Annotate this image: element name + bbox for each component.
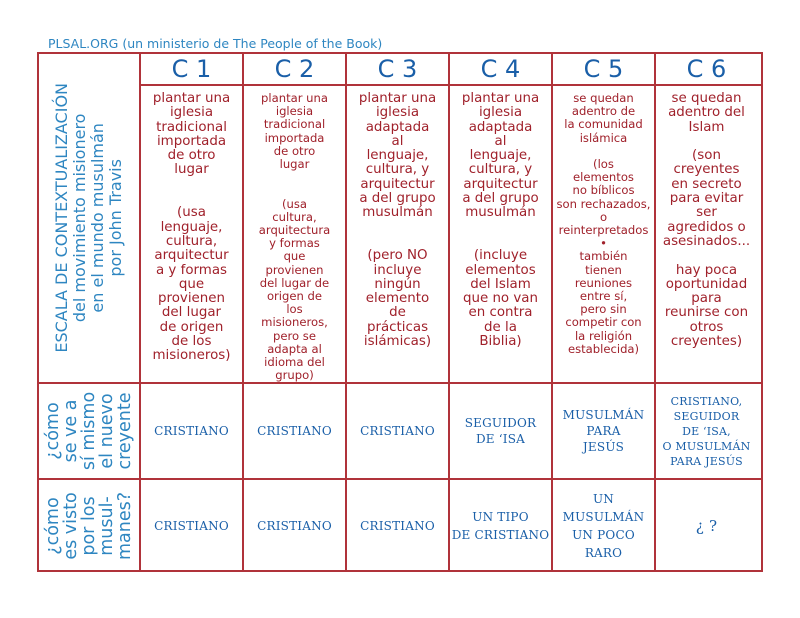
text-line: (usa — [177, 205, 206, 221]
text-line: adapta al — [267, 341, 322, 356]
self-view-answer — [244, 384, 345, 478]
text-line: o — [599, 209, 608, 224]
text-line: ser — [696, 205, 717, 221]
column-description — [553, 86, 654, 382]
text-line: provienen — [265, 262, 324, 277]
text-line: de los — [171, 334, 212, 350]
text-line — [453, 235, 548, 249]
muslim-view-answer — [553, 480, 654, 572]
self-view-answer — [450, 384, 551, 478]
text-line: importada — [264, 130, 325, 145]
muslim-view-answer — [141, 480, 242, 572]
text-line: lenguaje, — [469, 148, 532, 164]
text-line: ¿ ? — [695, 517, 718, 535]
text-line — [247, 184, 342, 197]
text-line: CRISTIANO — [257, 424, 332, 438]
text-line: ESCALA DE CONTEXTUALIZACIÓN — [52, 83, 72, 353]
text-line: asesinados... — [662, 233, 751, 249]
text-line: se quedan — [671, 91, 742, 106]
text-line: que no van — [462, 291, 539, 307]
text-line: (los — [593, 157, 614, 172]
text-line: adaptada — [468, 119, 533, 135]
text-line: lugar — [279, 157, 310, 172]
text-line: son rechazados, — [556, 196, 651, 211]
text-line: misioneros, — [261, 315, 328, 330]
text-line: CRISTIANO, — [670, 394, 743, 408]
text-line: el nuevo — [96, 393, 117, 469]
text-line: creyentes — [673, 162, 740, 178]
muslim-view-answer — [656, 480, 757, 572]
column-description — [450, 86, 551, 382]
text-line: a del grupo — [359, 191, 436, 207]
column-head: C 6 — [686, 55, 727, 83]
text-line: agredidos o — [667, 219, 746, 235]
self-view-answer — [347, 384, 448, 478]
text-line: tienen — [585, 262, 622, 277]
text-line: O MUSULMÁN — [662, 439, 751, 453]
self-view-answer — [553, 384, 654, 478]
self-view-answer — [141, 384, 242, 478]
text-line: elementos — [573, 170, 634, 185]
row-header-scale — [39, 54, 139, 382]
text-line: cultura, — [165, 233, 218, 249]
text-line — [144, 178, 239, 192]
text-line — [350, 221, 445, 235]
text-line: importada — [156, 133, 227, 149]
text-line: MUSULMÁN — [562, 408, 645, 422]
text-line: lugar — [174, 162, 209, 178]
text-line: que — [178, 276, 205, 292]
muslim-view-answer — [450, 480, 551, 572]
text-line: adentro del — [668, 105, 745, 121]
text-line: competir con — [565, 315, 642, 330]
column-description — [141, 86, 242, 382]
column-head: C 1 — [171, 55, 212, 83]
text-line: lenguaje, — [366, 148, 429, 164]
text-line: de otro — [167, 148, 216, 164]
column-head: C 4 — [480, 55, 521, 83]
text-line: musulmán — [465, 205, 536, 221]
text-line: elementos — [465, 262, 536, 278]
text-line — [350, 235, 445, 249]
text-line: adentro de — [571, 104, 636, 119]
text-line: de — [389, 305, 406, 321]
text-line: iglesia — [375, 105, 420, 121]
text-line: CRISTIANO — [257, 519, 332, 533]
text-line: por John Travis — [105, 159, 125, 277]
text-line: a del grupo — [462, 191, 539, 207]
column-head: C 3 — [377, 55, 418, 83]
text-line: establecida) — [567, 341, 640, 356]
text-line: es visto — [60, 492, 81, 560]
text-line: tradicional — [263, 117, 326, 132]
text-line: del movimiento misionero — [70, 113, 90, 323]
text-line: misioneros) — [152, 348, 231, 364]
text-line: (pero NO — [367, 248, 428, 264]
text-line: PARA — [586, 424, 621, 438]
text-line: adaptada — [365, 119, 430, 135]
text-line: iglesia — [169, 105, 214, 121]
text-line: CRISTIANO — [360, 424, 435, 438]
text-line: los — [286, 302, 303, 317]
text-line: plantar una — [358, 91, 437, 106]
text-line: cultura, y — [365, 162, 430, 178]
text-line: creyente — [114, 392, 135, 470]
text-line: hay poca — [675, 262, 738, 278]
column-head: C 5 — [583, 55, 624, 83]
text-line: DE CRISTIANO — [451, 528, 550, 542]
column-description — [347, 86, 448, 382]
text-line: manes? — [114, 491, 135, 561]
text-line: en secreto — [671, 176, 742, 192]
text-line: reunirse con — [664, 305, 749, 321]
text-line: se quedan — [573, 91, 634, 105]
text-line: reinterpretados — [558, 223, 649, 238]
text-line: y formas — [269, 236, 320, 251]
text-line: idioma del — [264, 355, 325, 370]
text-line: DE ʻISA, — [682, 424, 731, 438]
column-head: C 2 — [274, 55, 315, 83]
row-header-self-view — [39, 384, 139, 478]
text-line: islámica — [579, 130, 628, 145]
text-line: Islam — [688, 119, 725, 135]
text-line: grupo) — [275, 368, 314, 383]
text-line: plantar una — [152, 91, 231, 106]
text-line: arquitectur — [463, 176, 538, 192]
text-line: que — [283, 249, 306, 264]
text-line: tradicional — [156, 119, 227, 135]
text-line: del Islam — [470, 276, 531, 292]
text-line: otros — [689, 319, 724, 335]
text-line: musul- — [96, 496, 117, 556]
self-view-answer — [656, 384, 757, 478]
text-line: arquitectur — [154, 248, 229, 264]
text-line: del lugar — [161, 305, 222, 321]
text-line: iglesia — [478, 105, 523, 121]
text-line: entre sí, — [579, 289, 628, 304]
text-line: la religión — [574, 328, 633, 343]
text-line: a y formas — [155, 262, 228, 278]
text-line: origen de — [266, 289, 323, 304]
text-line: al — [391, 133, 404, 149]
text-line: ningún — [374, 276, 421, 292]
text-line: CRISTIANO — [360, 519, 435, 533]
text-line: ¿cómo — [42, 497, 63, 555]
text-line: prácticas — [366, 319, 429, 335]
text-line: CRISTIANO — [154, 519, 229, 533]
text-line: Biblia) — [479, 334, 522, 350]
text-line: también — [579, 249, 628, 264]
text-line: se ve a — [60, 399, 81, 463]
text-line: no bíblicos — [572, 183, 635, 198]
muslim-view-answer — [347, 480, 448, 572]
text-line: elemento — [365, 291, 430, 307]
text-line: iglesia — [275, 104, 314, 119]
text-line: musulmán — [362, 205, 433, 221]
text-line — [453, 221, 548, 235]
text-line: SEGUIDOR — [464, 416, 537, 430]
text-line: ¿cómo — [42, 402, 63, 460]
text-line: UN POCO RARO — [572, 528, 635, 560]
text-line: islámicas) — [363, 334, 432, 350]
text-line: de otro — [273, 143, 316, 158]
text-line: PARA JESÚS — [670, 454, 743, 468]
text-line: • — [600, 236, 607, 251]
text-line: oportunidad — [665, 276, 748, 292]
text-line: en contra — [468, 305, 533, 321]
text-line: de la — [484, 319, 517, 335]
text-line: de origen — [159, 319, 224, 335]
text-line: UN TIPO — [472, 510, 529, 524]
text-line: (incluye — [473, 248, 528, 264]
row-header-muslim-view — [39, 480, 139, 572]
text-line — [659, 135, 754, 149]
column-description — [244, 86, 345, 382]
text-line: pero sin — [580, 302, 627, 317]
text-line: del lugar de — [259, 275, 330, 290]
contextualization-table — [37, 52, 763, 572]
text-line: lenguaje, — [160, 219, 223, 235]
text-line: sí mismo — [78, 391, 99, 471]
text-line: al — [494, 133, 507, 149]
text-line: arquitectur — [360, 176, 435, 192]
text-line: DE ʻISA — [475, 432, 526, 446]
text-line: para evitar — [669, 191, 744, 207]
text-line: cultura, y — [468, 162, 533, 178]
text-line: en el mundo musulmán — [88, 123, 107, 313]
muslim-view-answer — [244, 480, 345, 572]
text-line — [144, 192, 239, 206]
text-line: CRISTIANO — [154, 424, 229, 438]
text-line: por los — [78, 496, 99, 556]
text-line: (usa — [281, 196, 308, 211]
text-line: arquitectura — [258, 223, 331, 238]
text-line — [659, 249, 754, 263]
text-line: cultura, — [272, 209, 317, 224]
text-line: incluye — [373, 262, 422, 278]
text-line: SEGUIDOR — [673, 409, 740, 423]
site-credit: PLSAL.ORG (un ministerio de The People of the Book) — [48, 36, 383, 51]
text-line: MUSULMÁN — [562, 510, 645, 524]
text-line: UN — [592, 492, 614, 506]
text-line: (son — [692, 148, 721, 164]
text-line: provienen — [158, 291, 225, 307]
text-line: reuniones — [574, 275, 633, 290]
text-line: pero se — [273, 328, 316, 343]
text-line: la comunidad — [564, 117, 643, 132]
text-line: para — [691, 291, 722, 307]
column-description — [656, 86, 757, 382]
text-line: creyentes) — [670, 334, 743, 350]
text-line: plantar una — [261, 91, 328, 105]
text-line: plantar una — [461, 91, 540, 106]
text-line: JESÚS — [582, 440, 625, 454]
